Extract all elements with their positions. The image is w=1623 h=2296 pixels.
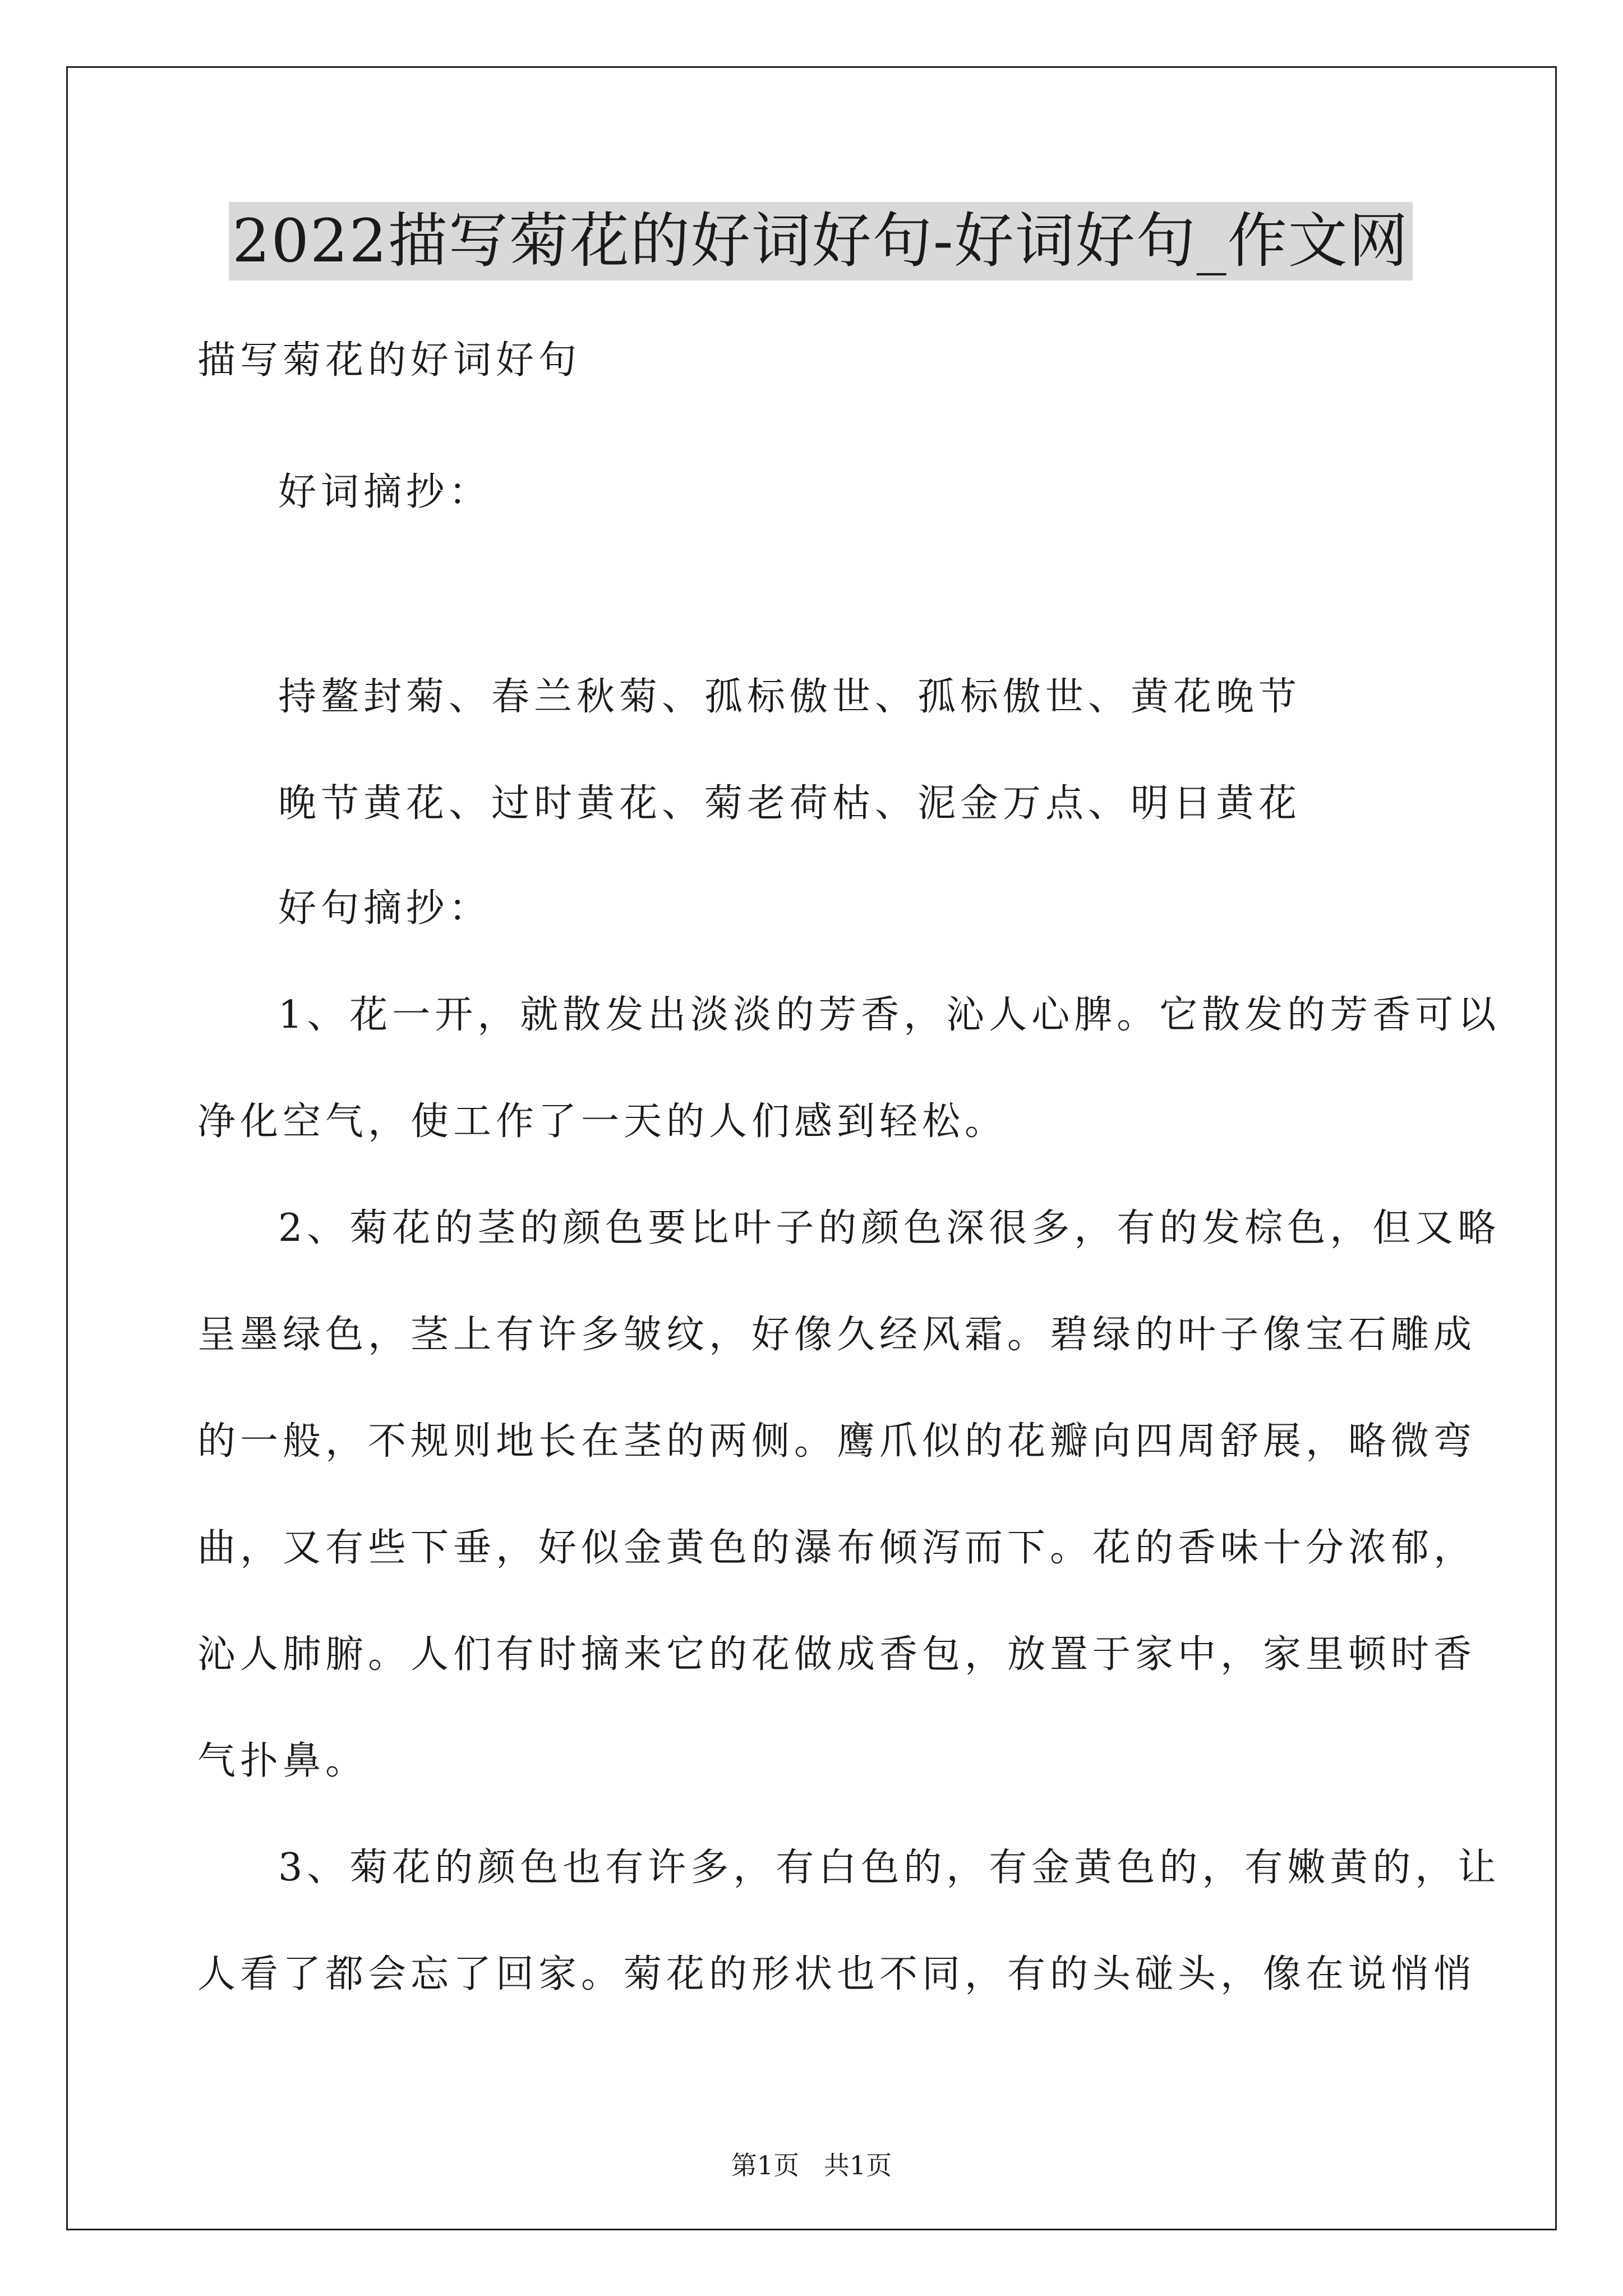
body-line: 持鳌封菊、春兰秋菊、孤标傲世、孤标傲世、黄花晚节 — [278, 675, 1302, 719]
body-line: 晚节黄花、过时黄花、菊老荷枯、泥金万点、明日黄花 — [278, 781, 1302, 826]
body-line: 沁人肺腑。人们有时摘来它的花做成香包，放置于家中，家里顿时香 — [197, 1632, 1477, 1677]
body-line: 1、花一开，就散发出淡淡的芳香，沁人心脾。它散发的芳香可以 — [278, 993, 1501, 1037]
body-line: 的一般，不规则地长在茎的两侧。鹰爪似的花瓣向四周舒展，略微弯 — [197, 1419, 1477, 1464]
body-line: 2、菊花的茎的颜色要比叶子的颜色深很多，有的发棕色，但又略 — [278, 1206, 1501, 1250]
body-line: 净化空气，使工作了一天的人们感到轻松。 — [197, 1099, 1008, 1144]
section-heading-good-sentences: 好句摘抄： — [278, 886, 492, 931]
body-line: 3、菊花的颜色也有许多，有白色的，有金黄色的，有嫩黄的，让 — [278, 1846, 1501, 1890]
section-heading-good-words: 好词摘抄： — [278, 470, 492, 514]
document-title: 2022描写菊花的好词好句-好词好句_作文网 — [229, 202, 1413, 280]
body-line: 气扑鼻。 — [197, 1739, 368, 1783]
body-line: 呈墨绿色，茎上有许多皱纹，好像久经风霜。碧绿的叶子像宝石雕成 — [197, 1313, 1477, 1357]
body-line: 人看了都会忘了回家。菊花的形状也不同，有的头碰头，像在说悄悄 — [197, 1952, 1477, 1996]
document-subtitle: 描写菊花的好词好句 — [197, 338, 582, 383]
page-number: 第1页 共1页 — [731, 2150, 892, 2180]
body-line: 曲，又有些下垂，好似金黄色的瀑布倾泻而下。花的香味十分浓郁， — [197, 1526, 1477, 1570]
